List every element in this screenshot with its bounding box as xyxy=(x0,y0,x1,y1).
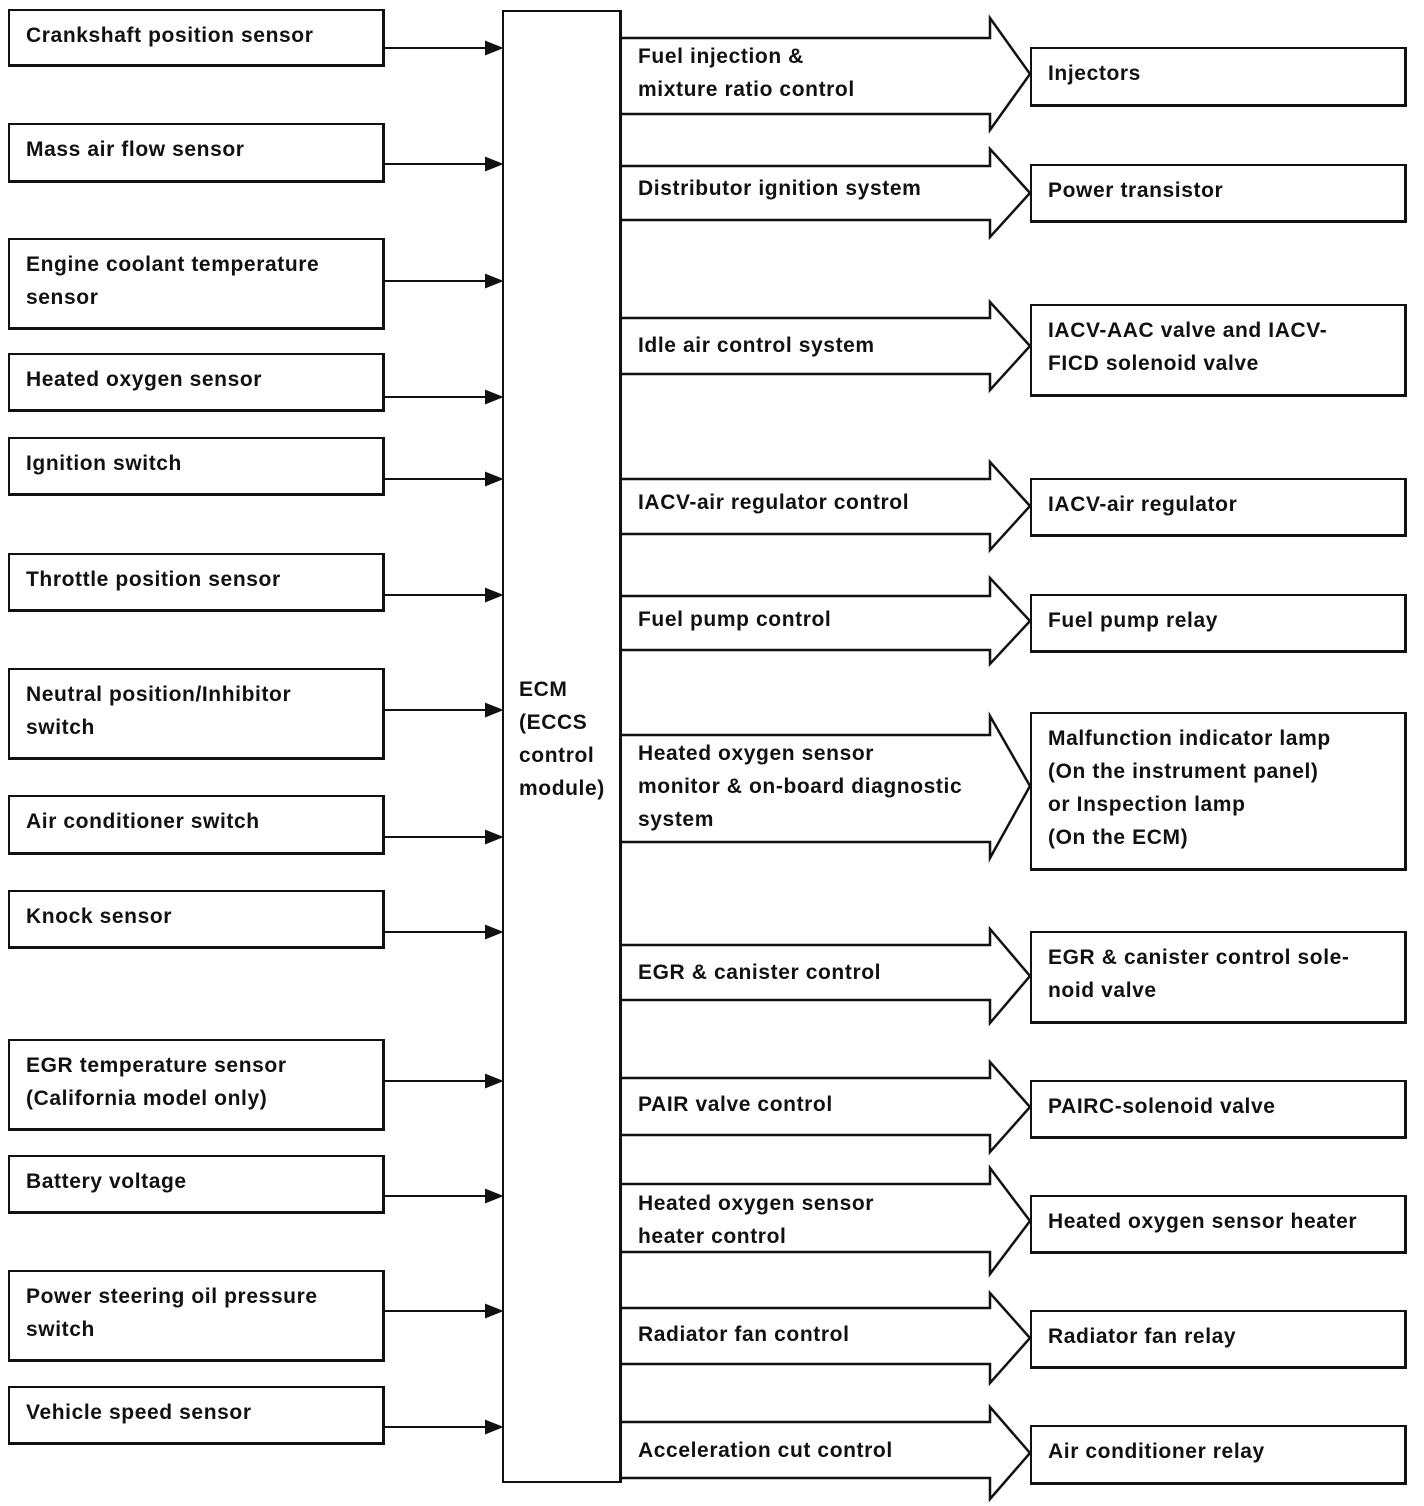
output-box-radiator-fan-relay: Radiator fan relay xyxy=(1030,1310,1407,1369)
input-box-battery-voltage: Battery voltage xyxy=(8,1155,385,1214)
output-box-fuel-pump-relay: Fuel pump relay xyxy=(1030,594,1407,653)
input-box-air-conditioner-switch: Air conditioner switch xyxy=(8,795,385,855)
input-arrow-8 xyxy=(384,831,501,843)
output-box-malfunction-indicator-lamp: Malfunction indicator lamp (On the instrument panel) or Inspection lamp (On the ECM) xyxy=(1030,712,1407,871)
function-label-pair-valve-control: PAIR valve control xyxy=(638,1093,833,1116)
function-label-idle-air-control: Idle air control system xyxy=(638,334,875,357)
input-arrow-6 xyxy=(384,589,501,601)
input-box-engine-coolant-temperature-sensor: Engine coolant temperature sensor xyxy=(8,238,385,330)
input-arrow-7 xyxy=(384,704,501,716)
output-box-pairc-solenoid-valve: PAIRC-solenoid valve xyxy=(1030,1080,1407,1139)
input-arrow-5 xyxy=(384,473,501,485)
output-box-iacv-aac-valve: IACV-AAC valve and IACV- FICD solenoid valve xyxy=(1030,304,1407,397)
input-arrow-3 xyxy=(384,275,501,287)
input-box-mass-air-flow-sensor: Mass air flow sensor xyxy=(8,123,385,183)
output-box-iacv-air-regulator: IACV-air regulator xyxy=(1030,478,1407,537)
input-arrow-4 xyxy=(384,391,501,403)
input-arrow-11 xyxy=(384,1190,501,1202)
input-box-ignition-switch: Ignition switch xyxy=(8,437,385,496)
input-box-heated-oxygen-sensor: Heated oxygen sensor xyxy=(8,353,385,412)
input-box-knock-sensor: Knock sensor xyxy=(8,890,385,949)
function-label-radiator-fan-control: Radiator fan control xyxy=(638,1323,850,1346)
function-label-fuel-pump-control: Fuel pump control xyxy=(638,608,832,631)
input-box-power-steering-oil-pressure-switch: Power steering oil pressure switch xyxy=(8,1270,385,1362)
input-arrows xyxy=(384,42,501,1433)
output-box-air-conditioner-relay: Air conditioner relay xyxy=(1030,1425,1407,1485)
input-arrow-1 xyxy=(384,42,501,54)
input-arrow-9 xyxy=(384,926,501,938)
output-box-oxygen-sensor-heater: Heated oxygen sensor heater xyxy=(1030,1195,1407,1254)
input-box-egr-temperature-sensor: EGR temperature sensor (California model only) xyxy=(8,1039,385,1131)
output-box-egr-canister-solenoid-valve: EGR & canister control sole- noid valve xyxy=(1030,931,1407,1024)
function-label-oxygen-sensor-heater-control: Heated oxygen sensor heater control xyxy=(638,1192,875,1248)
function-label-iacv-air-regulator-control: IACV-air regulator control xyxy=(638,491,910,514)
function-label-distributor-ignition: Distributor ignition system xyxy=(638,177,922,200)
function-label-acceleration-cut-control: Acceleration cut control xyxy=(638,1439,893,1462)
ecm-label: ECM (ECCS control module) xyxy=(519,678,605,800)
output-box-injectors: Injectors xyxy=(1030,47,1407,107)
function-label-fuel-injection: Fuel injection & mixture ratio control xyxy=(638,45,855,101)
input-box-crankshaft-position-sensor: Crankshaft position sensor xyxy=(8,9,385,67)
input-box-throttle-position-sensor: Throttle position sensor xyxy=(8,553,385,612)
output-box-power-transistor: Power transistor xyxy=(1030,164,1407,223)
input-arrow-12 xyxy=(384,1305,501,1317)
input-box-vehicle-speed-sensor: Vehicle speed sensor xyxy=(8,1386,385,1445)
function-label-oxygen-sensor-monitor-obd: Heated oxygen sensor monitor & on-board diagnostic system xyxy=(638,742,963,831)
input-arrow-2 xyxy=(384,158,501,170)
function-label-egr-canister-control: EGR & canister control xyxy=(638,961,882,984)
input-arrow-10 xyxy=(384,1075,501,1087)
input-box-neutral-position-inhibitor-switch: Neutral position/Inhibitor switch xyxy=(8,668,385,760)
input-arrow-13 xyxy=(384,1421,501,1433)
